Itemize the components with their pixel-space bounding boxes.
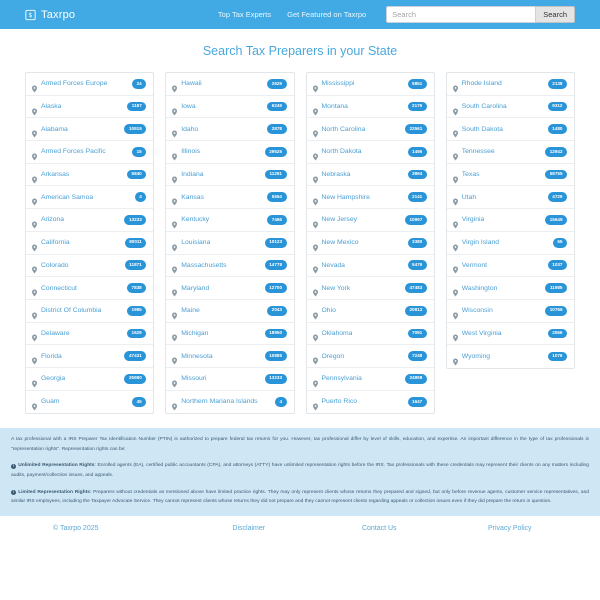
preparer-count-badge: 5851 [408, 79, 427, 89]
preparer-count-badge: 4729 [548, 192, 567, 202]
state-name: Alabama [41, 125, 68, 133]
state-row[interactable] [307, 141, 434, 164]
preparer-count-badge: 1480 [548, 124, 567, 134]
preparer-count-badge: 2176 [408, 102, 427, 112]
state-name: Washington [461, 284, 498, 292]
state-name: California [41, 239, 70, 247]
preparer-count-badge: 24 [132, 79, 146, 89]
preparer-count-badge: 1629 [127, 329, 146, 339]
state-row[interactable] [166, 209, 293, 232]
state-name: Nebraska [321, 171, 351, 179]
map-pin-icon [172, 352, 177, 360]
footer-link-contact-us[interactable]: Contact Us [361, 524, 397, 532]
preparer-count-badge: 20812 [405, 306, 427, 316]
state-row[interactable] [447, 277, 574, 300]
state-name: Northern Mariana Islands [181, 398, 258, 406]
state-name: Iowa [181, 103, 196, 111]
state-row[interactable] [166, 255, 293, 278]
preparer-count-badge: 5554 [267, 192, 286, 202]
preparer-count-badge: 1496 [408, 147, 427, 157]
preparer-count-badge: 4 [275, 397, 287, 407]
state-row[interactable] [447, 118, 574, 141]
search-button[interactable]: Search [536, 6, 575, 23]
search-form [386, 6, 575, 23]
state-row[interactable] [447, 186, 574, 209]
preparer-count-badge: 1187 [127, 102, 146, 112]
state-row[interactable] [307, 277, 434, 300]
map-pin-icon [453, 307, 458, 315]
map-pin-icon [313, 284, 318, 292]
state-row[interactable] [26, 323, 153, 346]
state-name: Louisiana [181, 239, 211, 247]
state-name: Utah [461, 193, 477, 201]
map-pin-icon [453, 80, 458, 88]
map-pin-icon [453, 216, 458, 224]
preparer-count-badge: 2878 [267, 124, 286, 134]
preparer-count-badge: 7248 [408, 351, 427, 361]
state-row[interactable] [166, 96, 293, 119]
map-pin-icon [313, 352, 318, 360]
map-pin-icon [32, 171, 37, 179]
map-pin-icon [313, 261, 318, 269]
nav-link-top-tax-experts[interactable]: Top Tax Experts [217, 10, 272, 19]
state-name: New Jersey [321, 216, 358, 224]
state-row[interactable] [26, 277, 153, 300]
state-row[interactable] [26, 345, 153, 368]
state-name: Connecticut [41, 284, 77, 292]
state-row[interactable] [26, 73, 153, 96]
map-pin-icon [313, 125, 318, 133]
state-name: Mississippi [321, 80, 355, 88]
state-row[interactable] [26, 232, 153, 255]
map-pin-icon [32, 398, 37, 406]
map-pin-icon [313, 148, 318, 156]
brand-name: Taxrpo [41, 8, 76, 21]
map-pin-icon [453, 284, 458, 292]
state-row[interactable] [447, 141, 574, 164]
state-name: Illinois [181, 148, 201, 156]
state-name: Virginia [461, 216, 485, 224]
map-pin-icon [32, 216, 37, 224]
map-pin-icon [313, 171, 318, 179]
state-row[interactable] [26, 186, 153, 209]
map-pin-icon [32, 284, 37, 292]
preparer-count-badge: 15 [132, 147, 146, 157]
state-row[interactable] [26, 164, 153, 187]
preparer-count-badge: 1647 [408, 397, 427, 407]
state-row[interactable] [26, 96, 153, 119]
preparer-count-badge: 58755 [545, 170, 567, 180]
state-row[interactable] [26, 209, 153, 232]
state-row[interactable] [166, 300, 293, 323]
map-pin-icon [453, 103, 458, 111]
top-navbar [0, 0, 600, 29]
state-name: West Virginia [461, 329, 502, 337]
state-name: Montana [321, 103, 348, 111]
map-pin-icon [172, 148, 177, 156]
state-row[interactable] [26, 300, 153, 323]
state-row[interactable] [166, 345, 293, 368]
state-name: Armed Forces Pacific [41, 148, 106, 156]
state-row[interactable] [447, 300, 574, 323]
map-pin-icon [453, 148, 458, 156]
map-pin-icon [32, 148, 37, 156]
state-column-4 [446, 72, 575, 369]
map-pin-icon [313, 103, 318, 111]
disclaimer-unlimited-rights [11, 461, 589, 480]
map-pin-icon [32, 193, 37, 201]
state-name: South Dakota [461, 125, 503, 133]
map-pin-icon [172, 171, 177, 179]
map-pin-icon [32, 307, 37, 315]
disclaimer-limited-rights [11, 488, 589, 507]
map-pin-icon [313, 307, 318, 315]
disclaimer-panel [0, 428, 600, 515]
state-row[interactable] [166, 391, 293, 414]
map-pin-icon [32, 80, 37, 88]
map-pin-icon [32, 125, 37, 133]
preparer-count-badge: 7091 [408, 329, 427, 339]
preparer-count-badge: 10123 [265, 238, 287, 248]
state-row[interactable] [166, 118, 293, 141]
state-name: Wisconsin [461, 307, 493, 315]
preparer-count-badge: 9312 [548, 102, 567, 112]
state-row[interactable] [307, 255, 434, 278]
state-row[interactable] [307, 345, 434, 368]
map-pin-icon [172, 80, 177, 88]
state-name: Arkansas [41, 171, 70, 179]
preparer-count-badge: 2629 [267, 79, 286, 89]
navbar-right-group [218, 6, 575, 23]
preparer-count-badge: 2141 [408, 192, 427, 202]
preparer-count-badge: 3380 [408, 238, 427, 248]
preparer-count-badge: 13233 [265, 374, 287, 384]
state-row[interactable] [166, 141, 293, 164]
bank-icon [25, 9, 36, 21]
preparer-count-badge: 4 [135, 192, 147, 202]
state-name: Tennessee [461, 148, 495, 156]
map-pin-icon [313, 193, 318, 201]
state-name: Michigan [181, 329, 209, 337]
state-name: Maine [181, 307, 200, 315]
map-pin-icon [172, 398, 177, 406]
copyright-text: © Taxrpo 2025 [53, 524, 99, 532]
state-row[interactable] [166, 277, 293, 300]
preparer-count-badge: 45 [132, 397, 146, 407]
state-row[interactable] [307, 186, 434, 209]
unlimited-rights-text: : Enrolled agents (EA), certified public accountants (CPA), and attorneys (ATTY) have unlimited representation rights before the IRS. Tax professionals with these credentials may represent their clients on any matters including audits, payment/collection issues, and appeals. [11, 463, 589, 478]
preparer-count-badge: 5479 [408, 260, 427, 270]
state-row[interactable] [307, 73, 434, 96]
state-row[interactable] [166, 232, 293, 255]
state-row[interactable] [307, 391, 434, 414]
state-column-2 [165, 72, 294, 414]
state-name: Pennsylvania [321, 375, 362, 383]
state-row[interactable] [447, 323, 574, 346]
state-name: New Mexico [321, 239, 359, 247]
preparer-count-badge: 80011 [125, 238, 147, 248]
map-pin-icon [172, 307, 177, 315]
preparer-count-badge: 2556 [548, 329, 567, 339]
preparer-count-badge: 29525 [265, 147, 287, 157]
preparer-count-badge: 22561 [405, 124, 427, 134]
map-pin-icon [172, 216, 177, 224]
state-row[interactable] [307, 368, 434, 391]
state-row[interactable] [307, 164, 434, 187]
state-name: Kansas [181, 193, 204, 201]
state-name: District Of Columbia [41, 307, 102, 315]
state-row[interactable] [307, 118, 434, 141]
map-pin-icon [32, 103, 37, 111]
state-name: Puerto Rico [321, 398, 358, 406]
footer-link-disclaimer[interactable]: Disclaimer [232, 524, 266, 532]
preparer-count-badge: 25980 [124, 374, 146, 384]
nav-link-get-featured[interactable]: Get Featured on Taxrpo [287, 10, 367, 19]
map-pin-icon [453, 353, 458, 361]
state-row[interactable] [166, 368, 293, 391]
state-name: Wyoming [461, 353, 491, 361]
footer-link-privacy-policy[interactable]: Privacy Policy [487, 524, 532, 532]
state-row[interactable] [307, 323, 434, 346]
state-name: Colorado [41, 261, 69, 269]
map-pin-icon [32, 261, 37, 269]
map-pin-icon [313, 329, 318, 337]
state-name: Nevada [321, 261, 345, 269]
map-pin-icon [32, 329, 37, 337]
state-column-3 [306, 72, 435, 414]
state-row[interactable] [447, 96, 574, 119]
state-name: Guam [41, 398, 60, 406]
preparer-count-badge: 2138 [548, 79, 567, 89]
state-name: Delaware [41, 329, 70, 337]
state-name: Armed Forces Europe [41, 80, 108, 88]
preparer-count-badge: 2043 [267, 306, 286, 316]
map-pin-icon [32, 352, 37, 360]
map-pin-icon [172, 284, 177, 292]
map-pin-icon [32, 375, 37, 383]
preparer-count-badge: 18950 [265, 329, 287, 339]
preparer-count-badge: 7466 [267, 215, 286, 225]
map-pin-icon [453, 193, 458, 201]
state-name: Maryland [181, 284, 210, 292]
preparer-count-badge: 10997 [405, 215, 427, 225]
map-pin-icon [313, 239, 318, 247]
state-row[interactable] [26, 118, 153, 141]
state-name: Georgia [41, 375, 66, 383]
info-icon: ! [12, 490, 15, 495]
state-columns [0, 72, 600, 414]
state-row[interactable] [166, 186, 293, 209]
state-name: Kentucky [181, 216, 210, 224]
state-row[interactable] [307, 232, 434, 255]
search-input[interactable] [386, 6, 536, 23]
state-name: Idaho [181, 125, 199, 133]
state-name: Vermont [461, 261, 488, 269]
state-name: Arizona [41, 216, 65, 224]
map-pin-icon [172, 261, 177, 269]
map-pin-icon [172, 239, 177, 247]
map-pin-icon [172, 125, 177, 133]
state-row[interactable] [447, 73, 574, 96]
preparer-count-badge: 14778 [265, 260, 287, 270]
state-name: Alaska [41, 103, 62, 111]
state-name: North Carolina [321, 125, 366, 133]
preparer-count-badge: 1037 [548, 260, 567, 270]
preparer-count-badge: 47431 [124, 351, 146, 361]
state-row[interactable] [447, 209, 574, 232]
preparer-count-badge: 3894 [408, 170, 427, 180]
state-row[interactable] [307, 300, 434, 323]
state-name: South Carolina [461, 103, 507, 111]
state-row[interactable] [307, 96, 434, 119]
preparer-count-badge: 65 [553, 238, 567, 248]
state-row[interactable] [166, 73, 293, 96]
map-pin-icon [32, 239, 37, 247]
map-pin-icon [453, 329, 458, 337]
preparer-count-badge: 7838 [127, 283, 146, 293]
preparer-count-badge: 13233 [124, 215, 146, 225]
preparer-count-badge: 12942 [545, 147, 567, 157]
state-row[interactable] [447, 255, 574, 278]
state-name: Texas [461, 171, 480, 179]
state-name: Indiana [181, 171, 204, 179]
limited-rights-label: Limited Representation Rights [18, 489, 90, 495]
limited-rights-text: : Preparers without credentials as mentioned above have limited practice rights. They may only represent clients whose returns they prepared and signed, but only before revenue agents, customer service representatives, and similar IRS employees, including the Taxpayer Advocate Service. They cannot represent clients whose returns they did not prepare and they cannot represent clients regarding appeals or collection issues even if they did prepare the return in question. [11, 489, 590, 505]
state-name: Massachusetts [181, 261, 227, 269]
state-row[interactable] [307, 209, 434, 232]
map-pin-icon [313, 216, 318, 224]
info-icon: ! [12, 463, 15, 468]
preparer-count-badge: 6249 [267, 102, 286, 112]
preparer-count-badge: 1985 [127, 306, 146, 316]
preparer-count-badge: 11871 [125, 260, 147, 270]
state-name: Hawaii [181, 80, 202, 88]
page-footer [0, 516, 600, 541]
map-pin-icon [453, 125, 458, 133]
state-row[interactable] [26, 141, 153, 164]
state-name: Minnesota [181, 352, 213, 360]
map-pin-icon [453, 261, 458, 269]
preparer-count-badge: 1076 [548, 352, 567, 362]
state-name: Oklahoma [321, 329, 353, 337]
map-pin-icon [172, 193, 177, 201]
preparer-count-badge: 47483 [405, 283, 427, 293]
state-name: American Samoa [41, 193, 94, 201]
map-pin-icon [172, 329, 177, 337]
preparer-count-badge: 10885 [265, 351, 287, 361]
map-pin-icon [453, 239, 458, 247]
preparer-count-badge: 5840 [127, 170, 146, 180]
map-pin-icon [172, 375, 177, 383]
state-name: Ohio [321, 307, 336, 315]
brand-logo-link[interactable] [25, 9, 75, 21]
state-name: New York [321, 284, 351, 292]
map-pin-icon [313, 398, 318, 406]
svg-text:$: $ [28, 11, 33, 19]
preparer-count-badge: 12700 [265, 283, 287, 293]
state-name: Missouri [181, 375, 207, 383]
preparer-count-badge: 11291 [265, 170, 287, 180]
state-name: New Hampshire [321, 193, 370, 201]
state-name: Rhode Island [461, 80, 502, 88]
state-name: Virgin Island [461, 239, 500, 247]
disclaimer-intro: A tax professional with a IRS Preparer Tax Identification Number (PTIN) is authorized to prepare federal tax returns for you. However, tax professional differ by level of skills, education, and expertise. An important difference in the type of tax professionals is "representation rights". Representation rights can be: [11, 437, 589, 452]
state-row[interactable] [447, 232, 574, 255]
preparer-count-badge: 24898 [405, 374, 427, 384]
preparer-count-badge: 15649 [545, 215, 567, 225]
map-pin-icon [313, 80, 318, 88]
preparer-count-badge: 11985 [545, 283, 567, 293]
unlimited-rights-label: Unlimited Representation Rights [18, 463, 95, 469]
preparer-count-badge: 10915 [124, 124, 146, 134]
state-name: Florida [41, 352, 62, 360]
state-column-1 [25, 72, 154, 414]
state-row[interactable] [166, 164, 293, 187]
state-row[interactable] [447, 345, 574, 368]
map-pin-icon [172, 103, 177, 111]
map-pin-icon [453, 171, 458, 179]
state-row[interactable] [26, 255, 153, 278]
state-name: North Dakota [321, 148, 362, 156]
map-pin-icon [313, 375, 318, 383]
state-row[interactable] [166, 323, 293, 346]
page-title: Search Tax Preparers in your State [202, 44, 398, 58]
state-name: Oregon [321, 352, 345, 360]
state-row[interactable] [447, 164, 574, 187]
preparer-count-badge: 10766 [545, 306, 567, 316]
state-row[interactable] [26, 368, 153, 391]
state-row[interactable] [26, 391, 153, 414]
